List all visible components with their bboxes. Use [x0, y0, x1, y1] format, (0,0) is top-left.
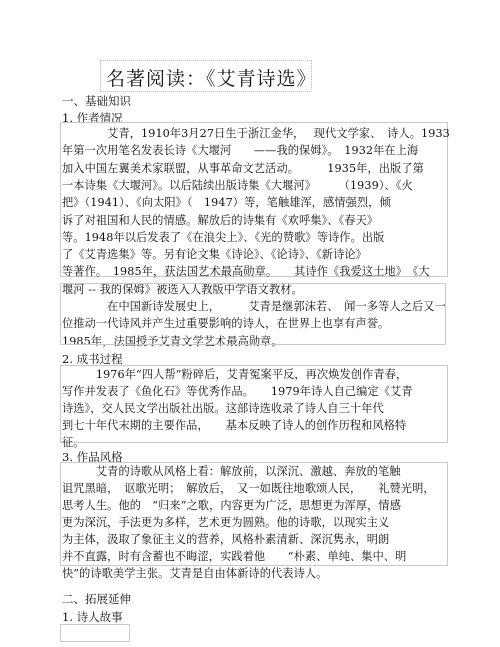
style-line: 并不直露，时有含蓄也不晦涩，实践着他 “朴素、单纯、集中、明	[62, 550, 407, 563]
author-line: 堰河 -- 我的保姆》被选入人教版中学语文教材。	[62, 282, 303, 296]
subsection-author: 1. 作者情况	[62, 111, 123, 125]
style-line: 为主体，汲取了象征主义的营养，风格朴素清新、深沉隽永，明朗	[62, 533, 390, 546]
subsection-poet-story: 1. 诗人故事	[62, 610, 123, 624]
story-frame	[60, 624, 130, 642]
author-line: 等著作。 1985年，获法国艺术最高勋章。 其诗作《我爱这土地》 《大	[62, 265, 430, 279]
style-line: 艾青的诗歌从风格上看：解放前，以深沉、激越、奔放的笔触	[62, 465, 401, 478]
style-line: 诅咒黑暗， 讴歌光明； 解放后， 又一如既往地歌颂人民， 礼赞光明，	[62, 482, 435, 495]
author-line: 1985年，法国授予艾青文学艺术最高勋章。	[62, 334, 283, 348]
author-line: 把》（1941）、《向太阳》（ 1947）等，笔触雄浑，感情强烈，倾	[62, 196, 391, 210]
section-basic-knowledge: 一、基础知识	[62, 94, 131, 108]
author-line: 位推动一代诗风并产生过重要影响的诗人，在世界上也享有声誉。	[62, 317, 390, 331]
subsection-style: 3. 作品风格	[62, 450, 123, 464]
author-line: 一本诗集《大堰河》。以后陆续出版诗集《大堰河》 （1939）、《火	[62, 178, 413, 192]
process-line: 征。	[62, 436, 85, 449]
style-line: 快”的诗歌美学主张。艾青是自由体新诗的代表诗人。	[62, 567, 328, 580]
style-line: 更为深沉，手法更为多样，艺术更为圆熟。他的诗歌，以现实主义	[62, 516, 390, 529]
author-line: 等。1948年以后发表了《在浪尖上》、《光的赞歌》等诗作。出版	[62, 230, 385, 244]
section-extension: 二、拓展延伸	[62, 592, 131, 606]
process-line: 诗选》，交人民文学出版社出版。这部诗选收录了诗人自三十年代	[62, 402, 384, 415]
author-line: 了《艾青选集》等。另有论文集《诗论》、《论诗》、《新诗论》	[62, 248, 367, 262]
page-title: 名著阅读：《艾青诗选》	[106, 68, 317, 90]
subsection-process: 2. 成书过程	[62, 352, 123, 366]
author-history-frame	[60, 283, 446, 345]
process-line: 写作并发表了《鱼化石》等优秀作品。 1979年诗人自己编定《艾青	[62, 385, 413, 398]
process-line: 1976年“四人帮”粉碎后，艾青冤案平反，再次焕发创作青春，	[62, 368, 408, 381]
style-line: 思考人生。他的 “归来”之歌，内容更为广泛，思想更为浑厚，情感	[62, 499, 401, 512]
author-line: 加入中国左翼美术家联盟，从事革命文艺活动。 1935年，出版了第	[62, 161, 424, 175]
process-line: 到七十年代末期的主要作品， 基本反映了诗人的创作历程和风格特	[62, 419, 407, 432]
author-line: 艾青，1910年3月27日生于浙江金华， 现代文学家、 诗人。1933	[62, 127, 450, 140]
author-line: 在中国新诗发展史上， 艾青是继郭沫若、 闻一多等人之后又一	[62, 300, 446, 313]
author-line: 年第一次用笔名发表长诗《大堰河 ——我的保姆》。 1932年在上海	[62, 144, 419, 158]
author-line: 诉了对祖国和人民的情感。解放后的诗集有《欢呼集》、《春天》	[62, 213, 379, 227]
